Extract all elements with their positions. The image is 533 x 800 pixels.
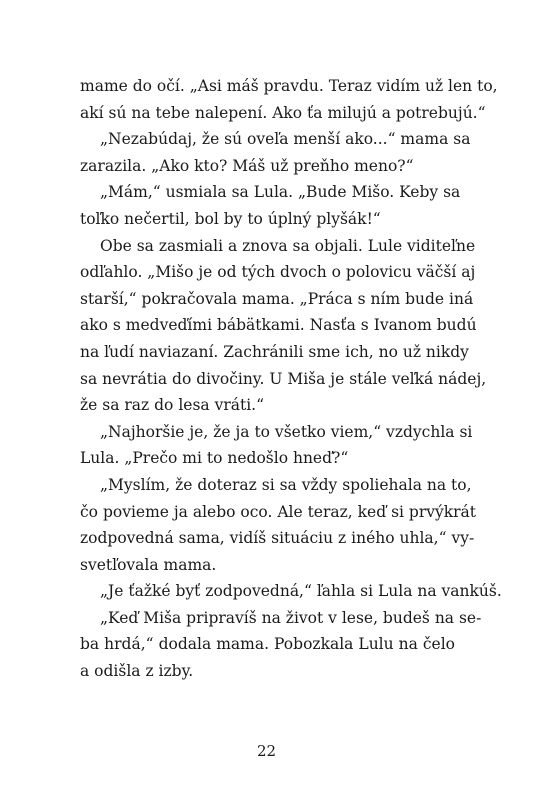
text-line: „Najhoršie je, že ja to všetko viem,“ vzdychla si bbox=[100, 422, 473, 441]
text-line: „Mám,“ usmiala sa Lula. „Bude Mišo. Keby sa bbox=[100, 183, 461, 202]
body-text bbox=[80, 73, 502, 685]
text-line: „Je ťažké byť zodpovedná,“ ľahla si Lula na vankúš. bbox=[100, 582, 502, 601]
text-line: „Nezabúdaj, že sú oveľa menší ako...“ mama sa bbox=[100, 130, 471, 149]
text-line: akí sú na tebe nalepení. Ako ťa milujú a potrebujú.“ bbox=[80, 103, 486, 122]
text-line: ba hrdá,“ dodala mama. Pobozkala Lulu na čelo bbox=[80, 635, 455, 654]
text-line: toľko nečertil, bol by to úplný plyšák!“ bbox=[80, 209, 381, 228]
text-line: „Keď Miša pripravíš na život v lese, budeš na se- bbox=[100, 608, 482, 627]
text-line: sa nevrátia do divočiny. U Miša je stále veľká nádej, bbox=[80, 369, 487, 388]
text-line: Lula. „Prečo mi to nedošlo hneď?“ bbox=[80, 449, 349, 468]
text-line: odľahlo. „Mišo je od tých dvoch o polovicu väčší aj bbox=[80, 263, 476, 282]
page-number: 22 bbox=[256, 742, 277, 760]
text-line: a odišla z izby. bbox=[80, 662, 194, 681]
text-line: starší,“ pokračovala mama. „Práca s ním bude iná bbox=[80, 289, 474, 308]
text-line: ako s medveďími bábätkami. Nasťa s Ivanom budú bbox=[80, 316, 477, 335]
text-line: na ľudí naviazaní. Zachránili sme ich, no už nikdy bbox=[80, 342, 469, 361]
text-line: svetľovala mama. bbox=[80, 555, 217, 574]
text-line: zodpovedná sama, vidíš situáciu z iného uhla,“ vy- bbox=[80, 529, 475, 548]
text-line: mame do očí. „Asi máš pravdu. Teraz vidím už len to, bbox=[80, 77, 498, 95]
text-line: čo povieme ja alebo oco. Ale teraz, keď si prvýkrát bbox=[80, 502, 477, 521]
text-line: že sa raz do lesa vráti.“ bbox=[80, 396, 265, 415]
text-line: zarazila. „Ako kto? Máš už preňho meno?“ bbox=[80, 156, 414, 175]
text-line: Obe sa zasmiali a znova sa objali. Lule viditeľne bbox=[100, 236, 476, 255]
text-line: „Myslím, že doteraz si sa vždy spoliehala na to, bbox=[100, 475, 472, 494]
